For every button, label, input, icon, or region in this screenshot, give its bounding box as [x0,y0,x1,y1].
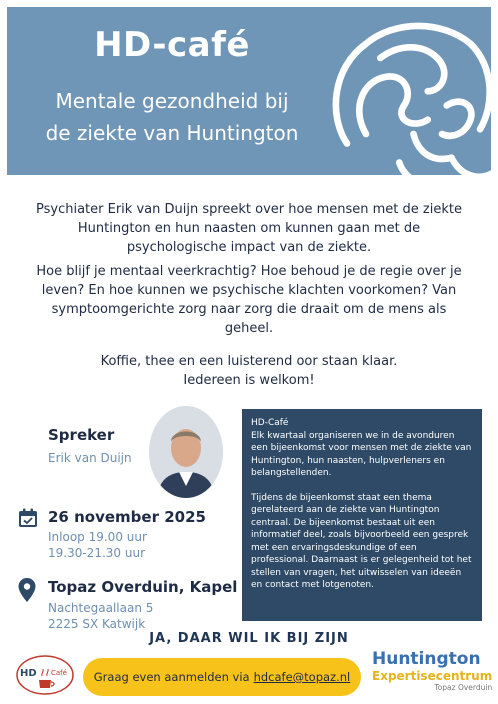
info-box-paragraph-2: Tijdens de bijeenkomst staat een thema gerelateerd aan de ziekte van Huntington centraal. De bijeenkomst bestaat uit een informatief deel, zoals bijvoorbeeld een gesprek met een ervaringsdeskundige of een professional. Daarnaast is er gelegenheid tot het stellen van vragen, het uitwisselen van ideeën en contact met lotgenoten. [251,492,472,590]
info-box [242,409,482,621]
event-time-walkin: Inloop 19.00 uur [48,530,147,544]
person-icon [149,406,223,498]
header-banner [7,7,491,175]
speaker-name: Erik van Duijn [48,451,132,465]
event-date: 26 november 2025 [48,508,206,526]
register-email-link[interactable]: hdcafe@topaz.nl [253,670,351,684]
location-pin-icon [18,578,36,602]
hd-logo-cafe-text: Café [51,669,67,677]
event-location: Topaz Overduin, Kapel [48,578,238,596]
huntington-expertisecentrum-logo [372,650,492,693]
page-subtitle-line2: de ziekte van Huntington [45,121,299,145]
partner-logo-line3: Topaz Overduin [434,683,493,692]
speaker-heading: Spreker [48,426,115,444]
event-address-street: Nachtegaallaan 5 [48,601,154,615]
register-text: Graag even aanmelden via [93,670,250,684]
intro-paragraph-3 [30,352,468,390]
partner-logo-line2: Expertisecentrum [372,669,493,683]
call-to-action: JA, DAAR WIL IK BIJ ZIJN [149,631,349,646]
hd-logo-text: HD [20,668,37,679]
event-time-program: 19.30-21.30 uur [48,546,145,560]
page-subtitle-line1: Mentale gezondheid bij [55,89,289,113]
intro-paragraph-1: Psychiater Erik van Duijn spreekt over hoe mensen met de ziekte Huntington en hun naasten om kunnen gaan met de psychologische impact van de ziekte. [36,202,462,255]
page-title: HD-café [94,25,250,65]
intro-paragraph-3-line2: Iedereen is welkom! [183,373,315,388]
register-banner [83,658,361,696]
event-address-city: 2225 SX Katwijk [48,617,146,631]
speaker-photo [149,406,223,498]
hd-cafe-logo [15,654,75,696]
calendar-icon [18,508,38,528]
intro-paragraph-3-line1: Koffie, thee en een luisterend oor staan klaar. [100,354,398,369]
info-box-paragraph-1: Elk kwartaal organiseren we in de avonduren een bijeenkomst voor mensen met de ziekte van Huntington, hun naasten, hulpverleners en belangstellenden. [251,430,472,478]
info-box-title: HD-Café [251,418,289,428]
partner-logo-line1: Huntington [372,649,481,669]
intro-paragraph-2: Hoe blijf je mentaal veerkrachtig? Hoe behoud je de regie over je leven? En hoe kunnen we psychische klachten voorkomen? Van symptoomgerichte zorg naar zorg die draait om de mens als geheel. [36,264,462,336]
